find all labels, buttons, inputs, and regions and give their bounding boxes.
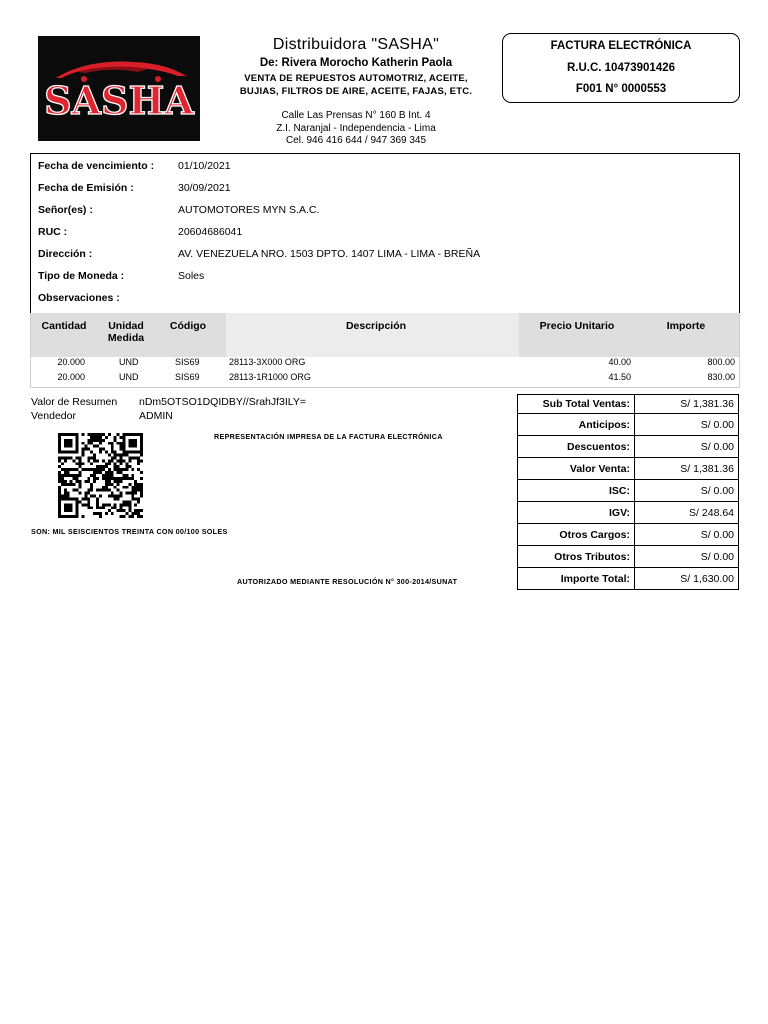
amount-in-words: SON: MIL SEISCIENTOS TREINTA CON 00/100 SOLES bbox=[31, 527, 228, 536]
client-ruc-row bbox=[38, 226, 242, 240]
totals-row bbox=[518, 436, 739, 458]
currency-label: Tipo de Moneda : bbox=[38, 270, 125, 282]
company-phones: Cel. 946 416 644 / 947 369 345 bbox=[285, 135, 427, 146]
items-header bbox=[31, 313, 739, 357]
totals-value: S/ 0.00 bbox=[635, 546, 739, 568]
notes-row bbox=[38, 292, 178, 306]
cell-code: SIS69 bbox=[175, 372, 200, 382]
totals-value: S/ 1,630.00 bbox=[635, 568, 739, 590]
client-info-box bbox=[30, 153, 740, 314]
company-header bbox=[222, 36, 490, 148]
logo-wordmark: SASHA bbox=[44, 78, 194, 123]
customer-label: Señor(es) : bbox=[38, 204, 93, 216]
authorization-note: AUTORIZADO MEDIANTE RESOLUCIÓN N° 300-2014/SUNAT bbox=[237, 577, 458, 586]
col-quantity: Cantidad bbox=[41, 320, 87, 332]
issue-date-row bbox=[38, 182, 231, 196]
company-name: Distribuidora "SASHA" bbox=[272, 36, 440, 53]
address-line-1: Calle Las Prensas N° 160 B Int. 4 bbox=[281, 110, 431, 121]
due-date-label: Fecha de vencimiento : bbox=[38, 160, 155, 172]
totals-value: S/ 248.64 bbox=[635, 502, 739, 524]
due-date-value: 01/10/2021 bbox=[178, 160, 231, 172]
col-amount: Importe bbox=[666, 320, 706, 332]
activity-line-2: BUJIAS, FILTROS DE AIRE, ACEITE, FAJAS, ETC. bbox=[239, 86, 473, 97]
totals-row bbox=[518, 480, 739, 502]
cell-description: 28113-1R1000 ORG bbox=[229, 372, 311, 382]
totals-label: Importe Total: bbox=[518, 568, 635, 590]
col-code: Código bbox=[169, 320, 207, 332]
customer-row bbox=[38, 204, 319, 218]
cell-unit: UND bbox=[119, 357, 139, 367]
seller-label: Vendedor bbox=[31, 410, 76, 422]
customer-value: AUTOMOTORES MYN S.A.C. bbox=[178, 204, 320, 216]
totals-value: S/ 0.00 bbox=[635, 436, 739, 458]
totals-row bbox=[518, 395, 739, 414]
totals-row bbox=[518, 546, 739, 568]
totals-value: S/ 0.00 bbox=[635, 524, 739, 546]
totals-row bbox=[518, 568, 739, 590]
invoice-id-box bbox=[502, 33, 740, 103]
cell-quantity: 20.000 bbox=[57, 357, 85, 367]
qr-code-icon bbox=[56, 433, 145, 518]
notes-label: Observaciones : bbox=[38, 292, 120, 304]
totals-value: S/ 1,381.36 bbox=[635, 395, 739, 414]
company-activity bbox=[222, 72, 490, 98]
totals-value: S/ 0.00 bbox=[635, 414, 739, 436]
cell-amount: 800.00 bbox=[707, 357, 735, 367]
invoice-ruc: R.U.C. 10473901426 bbox=[566, 61, 676, 74]
hash-value: nDm5OTSO1DQIDBY//SrahJf3ILY= bbox=[139, 396, 306, 408]
client-ruc-value: 20604686041 bbox=[178, 226, 243, 238]
cell-unit: UND bbox=[119, 372, 139, 382]
items-table bbox=[30, 313, 740, 388]
cell-amount: 830.00 bbox=[707, 372, 735, 382]
col-description: Descripción bbox=[345, 320, 407, 332]
col-unit-price: Precio Unitario bbox=[539, 320, 615, 332]
table-row bbox=[31, 371, 739, 385]
company-owner: De: Rivera Morocho Katherin Paola bbox=[259, 57, 453, 69]
currency-value: Soles bbox=[178, 270, 205, 282]
due-date-row bbox=[38, 160, 231, 174]
cell-description: 28113-3X000 ORG bbox=[229, 357, 306, 367]
cell-unit-price: 40.00 bbox=[608, 357, 631, 367]
totals-label: Otros Cargos: bbox=[518, 524, 635, 546]
invoice-number: F001 N° 0000553 bbox=[575, 83, 667, 95]
hash-label: Valor de Resumen bbox=[31, 396, 118, 408]
col-unit bbox=[99, 321, 153, 344]
address-line-2: Z.I. Naranjal - Independencia - Lima bbox=[276, 122, 436, 134]
currency-row bbox=[38, 270, 204, 284]
representation-note: REPRESENTACIÓN IMPRESA DE LA FACTURA ELECTRÓNICA bbox=[214, 432, 443, 441]
totals-label: Anticipos: bbox=[518, 414, 635, 436]
totals-row bbox=[518, 458, 739, 480]
address-row bbox=[38, 248, 480, 262]
totals-label: Descuentos: bbox=[518, 436, 635, 458]
totals-label: ISC: bbox=[518, 480, 635, 502]
activity-line-1: VENTA DE REPUESTOS AUTOMOTRIZ, ACEITE, bbox=[244, 73, 468, 84]
col-unit-line-1: Unidad bbox=[108, 320, 144, 332]
summary-meta bbox=[31, 395, 306, 423]
address-value: AV. VENEZUELA NRO. 1503 DPTO. 1407 LIMA - LIMA - BREÑA bbox=[178, 248, 481, 260]
car-logo-icon bbox=[38, 36, 200, 141]
invoice-type: FACTURA ELECTRÓNICA bbox=[550, 40, 692, 52]
cell-quantity: 20.000 bbox=[57, 372, 85, 382]
totals-row bbox=[518, 524, 739, 546]
totals-row bbox=[518, 502, 739, 524]
company-logo bbox=[38, 36, 200, 141]
totals-value: S/ 0.00 bbox=[635, 480, 739, 502]
table-row bbox=[31, 356, 739, 370]
company-address bbox=[222, 110, 490, 148]
totals-table bbox=[517, 394, 739, 590]
issue-date-label: Fecha de Emisión : bbox=[38, 182, 134, 194]
totals-value: S/ 1,381.36 bbox=[635, 458, 739, 480]
hash-row bbox=[31, 395, 306, 409]
address-label: Dirección : bbox=[38, 248, 93, 260]
col-unit-line-2: Medida bbox=[107, 331, 145, 344]
cell-code: SIS69 bbox=[175, 357, 200, 367]
totals-label: Otros Tributos: bbox=[518, 546, 635, 568]
seller-value: ADMIN bbox=[139, 410, 173, 422]
issue-date-value: 30/09/2021 bbox=[178, 182, 231, 194]
client-ruc-label: RUC : bbox=[38, 226, 68, 238]
totals-label: Sub Total Ventas: bbox=[518, 395, 635, 414]
totals-label: IGV: bbox=[518, 502, 635, 524]
totals-row bbox=[518, 414, 739, 436]
totals-label: Valor Venta: bbox=[518, 458, 635, 480]
cell-unit-price: 41.50 bbox=[608, 372, 631, 382]
seller-row bbox=[31, 409, 306, 423]
